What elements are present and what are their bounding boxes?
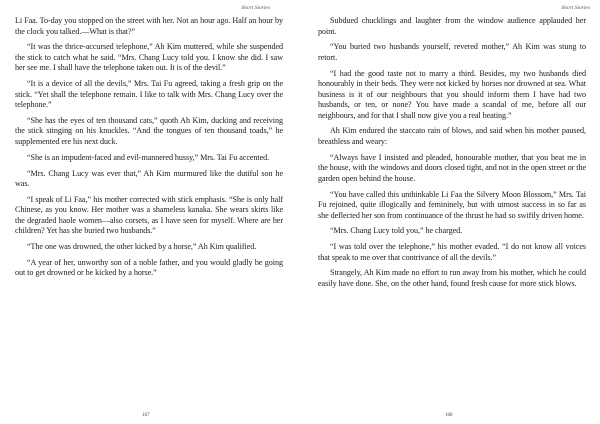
paragraph: “Always have I insisted and pleaded, honourable mother, that you beat me in the house, with the windows and doors closed tight, and not in the open street or the garden open behind the house. (318, 152, 586, 183)
paragraph: “A year of her, unworthy son of a noble father, and you would gladly be going out to get drowned or be kicked by a horse.” (15, 257, 283, 278)
paragraph: “Mrs. Chang Lucy told you,” he charged. (330, 226, 463, 236)
paragraph: Strangely, Ah Kim made no effort to run away from his mother, which he could easily have done. She, on the other hand, found fresh cause for more stick blows. (318, 268, 586, 288)
paragraph: Ah Kim endured the staccato rain of blows, and said when his mother paused, breathless and weary: (318, 126, 586, 147)
paragraph: “Mrs. Chang Lucy was ever that,” Ah Kim murmured like the dutiful son he was. (15, 168, 283, 189)
paragraph: “She has the eyes of ten thousand cats,” quoth Ah Kim, ducking and receiving the stick stinging on his knuckles. “And the tongues of ten thousand toads,” he supplemented ere his next duck. (15, 115, 283, 147)
body-text (15, 16, 283, 284)
body-text (318, 16, 586, 295)
right-page (300, 0, 600, 424)
paragraph: Subdued chucklings and laughter from the window audience applauded her point. (318, 16, 586, 36)
paragraph: “It was the thrice-accursed telephone,” Ah Kim muttered, while she suspended the stick to catch what he said. “Mrs. Chang Lucy told you. I know she did. I saw her see me. I shall have the telephone taken out. It is of the devil.” (15, 42, 283, 73)
running-head: Short Stories (561, 5, 590, 11)
paragraph: “You have called this unthinkable Li Faa the Silvery Moon Blossom,” Mrs. Tai Fu rejoined, quite illogically and femininely, but with utmost success in so far as she deflected her son from continuance of the thrust he had so swiftly driven home. (318, 189, 586, 220)
paragraph: “I was told over the telephone,” his mother evaded. “I do not know all voices that speak to me over that contrivance of all the devils.” (318, 242, 586, 262)
running-head: Short Stories (241, 5, 270, 11)
paragraph: “I speak of Li Faa,” his mother corrected with stick emphasis. “She is only half Chinese, as you know. Her mother was a shameless kanaka. She wears skirts like the degraded haole women—also corsets, as I have seen for myself. Where are her children? Yet has she buried two husbands.” (15, 194, 283, 236)
page-number: 168 (445, 413, 453, 418)
paragraph: “You buried two husbands yourself, revered mother,” Ah Kim was stung to retort. (318, 42, 586, 62)
paragraph: “It is a device of all the devils,” Mrs. Tai Fu agreed, taking a fresh grip on the stick. “Yet shall the telephone remain. I like to talk with Mrs. Chang Lucy over the telephone.” (15, 79, 283, 110)
paragraph: Li Faa. To-day you stopped on the street with her. Not an hour ago. Half an hour by the clock you talked.—What is that?” (15, 16, 283, 36)
paragraph: “I had the good taste not to marry a third. Besides, my two husbands died honourably in their beds. They were not kicked by horses nor drowned at sea. What business is it of our neighbours that you should inform them I have had two husbands, or ten, or none? You have made a scandal of me, before all our neighbours, and for that I shall now give you a real beating.” (318, 68, 586, 120)
paragraph: “She is an impudent-faced and evil-mannered hussy,” Mrs. Tai Fu accented. (27, 152, 270, 162)
paragraph: “The one was drowned, the other kicked by a horse,” Ah Kim qualified. (27, 242, 257, 252)
page-number: 167 (142, 413, 150, 418)
